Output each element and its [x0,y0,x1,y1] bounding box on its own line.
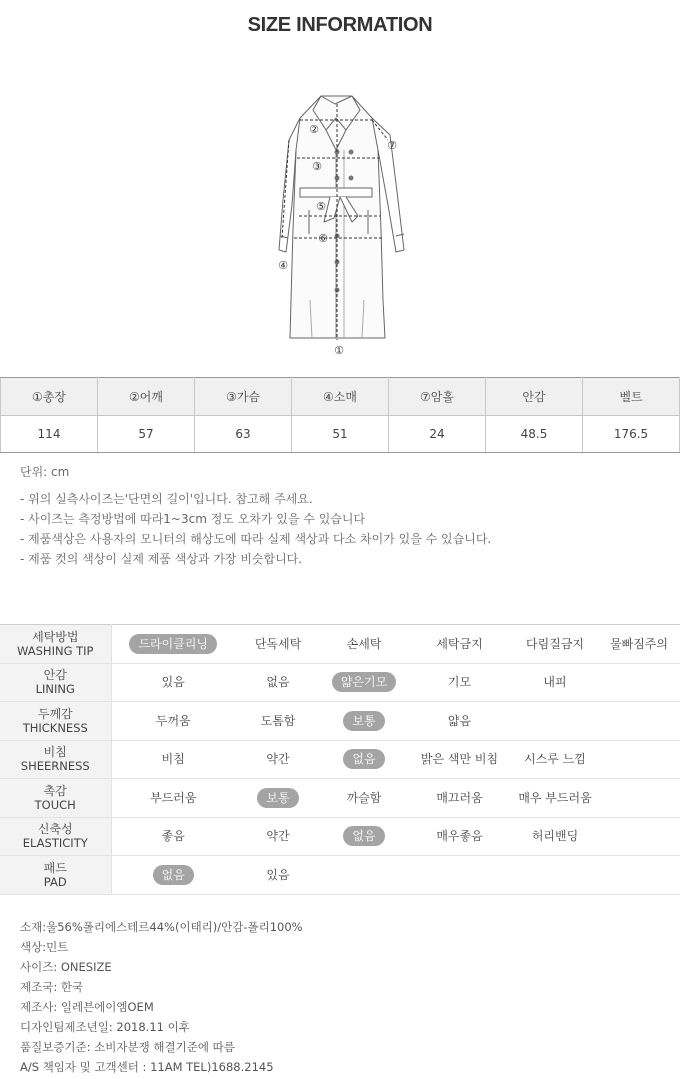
attribute-option-selected: 없음 [343,826,384,846]
spec-manufacture-date: 디자인팀제조년일: 2018.11 이후 [20,1020,190,1034]
attribute-table [0,624,680,895]
attribute-option-selected: 없음 [343,749,384,769]
attribute-option: 기모 [447,675,472,690]
attribute-label-ko: 두께감 [37,706,73,721]
attribute-cell [598,856,680,895]
coat-mark-7: ⑦ [387,139,397,152]
size-table-header-row [1,378,680,416]
size-header-sleeve: ④소매 [292,378,389,416]
size-value-chest: 63 [195,416,292,453]
notes-list [20,489,491,569]
attribute-cell [235,779,321,818]
spec-customer-center: A/S 책임자 및 고객센터 : 11AM TEL)1688.2145 [20,1060,274,1074]
attribute-cell [407,779,512,818]
attribute-label [0,856,111,895]
size-table [0,377,680,453]
attribute-label [0,740,111,779]
attribute-option: 밝은 색만 비침 [420,752,499,767]
attribute-option: 시스루 느낌 [524,752,586,767]
attribute-label-ko: 안감 [43,668,67,683]
attribute-option: 매끄러움 [436,790,483,805]
size-header-armhole: ⑦암홀 [389,378,486,416]
attribute-option: 다림질금지 [526,636,584,651]
attribute-label-en: WASHING TIP [17,643,94,658]
attribute-label [0,817,111,856]
attribute-option: 세탁금지 [436,636,483,651]
attribute-label [0,779,111,818]
attribute-option: 까슬함 [346,790,382,805]
attribute-cell [512,817,598,856]
note-item: - 위의 실측사이즈는'단면의 길이'입니다. 참고해 주세요. [20,492,313,506]
attribute-cell [111,702,235,741]
size-header-belt: 벨트 [583,378,680,416]
attribute-cell [321,702,407,741]
attribute-label-ko: 비침 [43,745,67,760]
attribute-cell [111,625,235,664]
attribute-option: 없음 [266,675,290,690]
spec-list [20,917,303,1077]
attribute-option-selected: 보통 [257,788,298,808]
attribute-cell [407,817,512,856]
attribute-cell [598,625,680,664]
unit-label: 단위: cm [20,465,70,479]
page-title: SIZE INFORMATION [247,14,433,36]
attribute-cell [321,779,407,818]
attribute-row [0,702,680,741]
size-value-lining: 48.5 [486,416,583,453]
attribute-cell [407,740,512,779]
coat-mark-6: ⑥ [318,232,328,245]
attribute-label-en: PAD [43,874,67,889]
attribute-option: 약간 [266,829,290,844]
attribute-cell [235,702,321,741]
attribute-cell [111,817,235,856]
attribute-option: 있음 [161,675,185,690]
attribute-option-selected: 드라이클리닝 [129,634,217,654]
attribute-cell [235,856,321,895]
attribute-cell [407,856,512,895]
attribute-option: 물빠짐주의 [610,636,668,651]
attribute-option: 매우 부드러움 [518,790,592,805]
attribute-label-en: ELASTICITY [22,836,88,851]
size-value-length: 114 [1,416,98,453]
note-item: - 제품 컷의 색상이 실제 제품 색상과 가장 비슷합니다. [20,552,303,566]
attribute-cell [512,856,598,895]
attribute-row [0,625,680,664]
attribute-cell [235,740,321,779]
attribute-cell [111,779,235,818]
attribute-label-en: TOUCH [34,797,76,812]
attribute-option: 얇음 [447,713,472,728]
size-table-value-row [1,416,680,453]
attribute-cell [407,702,512,741]
attribute-option: 내피 [543,675,567,690]
attribute-option: 두꺼움 [155,713,191,728]
coat-diagram [0,80,680,370]
size-value-shoulder: 57 [98,416,195,453]
attribute-cell [407,625,512,664]
attribute-cell [111,663,235,702]
attribute-row [0,663,680,702]
attribute-label-ko: 패드 [43,860,67,875]
attribute-option: 비침 [161,752,185,767]
attribute-label [0,663,111,702]
attribute-option: 허리밴딩 [531,829,579,844]
coat-mark-2: ② [309,123,319,136]
attribute-row [0,817,680,856]
note-item: - 제품색상은 사용자의 모니터의 해상도에 따라 실제 색상과 다소 차이가 있을 수 있습니다. [20,532,492,546]
attribute-option: 단독세탁 [254,636,302,651]
attribute-option: 있음 [266,867,290,882]
size-value-armhole: 24 [389,416,486,453]
attribute-option-selected: 보통 [343,711,384,731]
size-header-lining: 안감 [486,378,583,416]
spec-country: 제조국: 한국 [20,980,84,994]
attribute-option: 약간 [266,752,290,767]
attribute-label-en: LINING [35,682,75,697]
size-value-belt: 176.5 [583,416,680,453]
coat-mark-4: ④ [278,259,288,272]
size-header-length: ①총장 [1,378,98,416]
coat-mark-5: ⑤ [316,200,326,213]
attribute-cell [598,817,680,856]
note-item: - 사이즈는 측정방법에 따라1~3cm 정도 오차가 있을 수 있습니다 [20,512,366,526]
attribute-cell [321,856,407,895]
attribute-row [0,740,680,779]
attribute-cell [321,663,407,702]
attribute-cell [321,817,407,856]
attribute-cell [598,663,680,702]
attribute-cell [235,663,321,702]
attribute-cell [111,740,235,779]
attribute-label [0,625,111,664]
attribute-cell [512,740,598,779]
spec-material: 소재:울56%폴리에스테르44%(이태리)/안감-폴리100% [20,920,303,934]
attribute-cell [598,702,680,741]
size-header-shoulder: ②어깨 [98,378,195,416]
attribute-option-selected: 얇은기모 [332,672,396,692]
coat-mark-3: ③ [312,160,322,173]
attribute-cell [407,663,512,702]
attribute-label-en: SHEERNESS [20,759,90,774]
attribute-label-ko: 촉감 [43,783,67,798]
attribute-cell [512,702,598,741]
attribute-cell [321,625,407,664]
attribute-option: 도톰함 [260,713,296,728]
attribute-option-selected: 없음 [153,865,194,885]
spec-size: 사이즈: ONESIZE [20,960,112,974]
attribute-cell [512,625,598,664]
attribute-option: 매우좋음 [436,829,483,844]
attribute-label [0,702,111,741]
attribute-row [0,779,680,818]
attribute-cell [321,740,407,779]
attribute-row [0,856,680,895]
spec-quality-standard: 품질보증기준: 소비자분쟁 해결기준에 따름 [20,1040,235,1054]
spec-manufacturer: 제조사: 일레븐에이엠OEM [20,1000,154,1014]
size-header-chest: ③가슴 [195,378,292,416]
attribute-option: 손세탁 [346,636,382,651]
attribute-cell [235,625,321,664]
attribute-option: 부드러움 [150,790,197,805]
attribute-label-en: THICKNESS [22,720,88,735]
attribute-label-ko: 신축성 [37,822,73,837]
size-value-sleeve: 51 [292,416,389,453]
attribute-cell [598,740,680,779]
attribute-label-ko: 세탁방법 [32,629,79,644]
attribute-cell [111,856,235,895]
attribute-cell [235,817,321,856]
attribute-cell [512,663,598,702]
attribute-cell [512,779,598,818]
attribute-option: 좋음 [161,829,185,844]
coat-mark-1: ① [334,344,344,357]
attribute-cell [598,779,680,818]
spec-color: 색상:민트 [20,940,69,954]
